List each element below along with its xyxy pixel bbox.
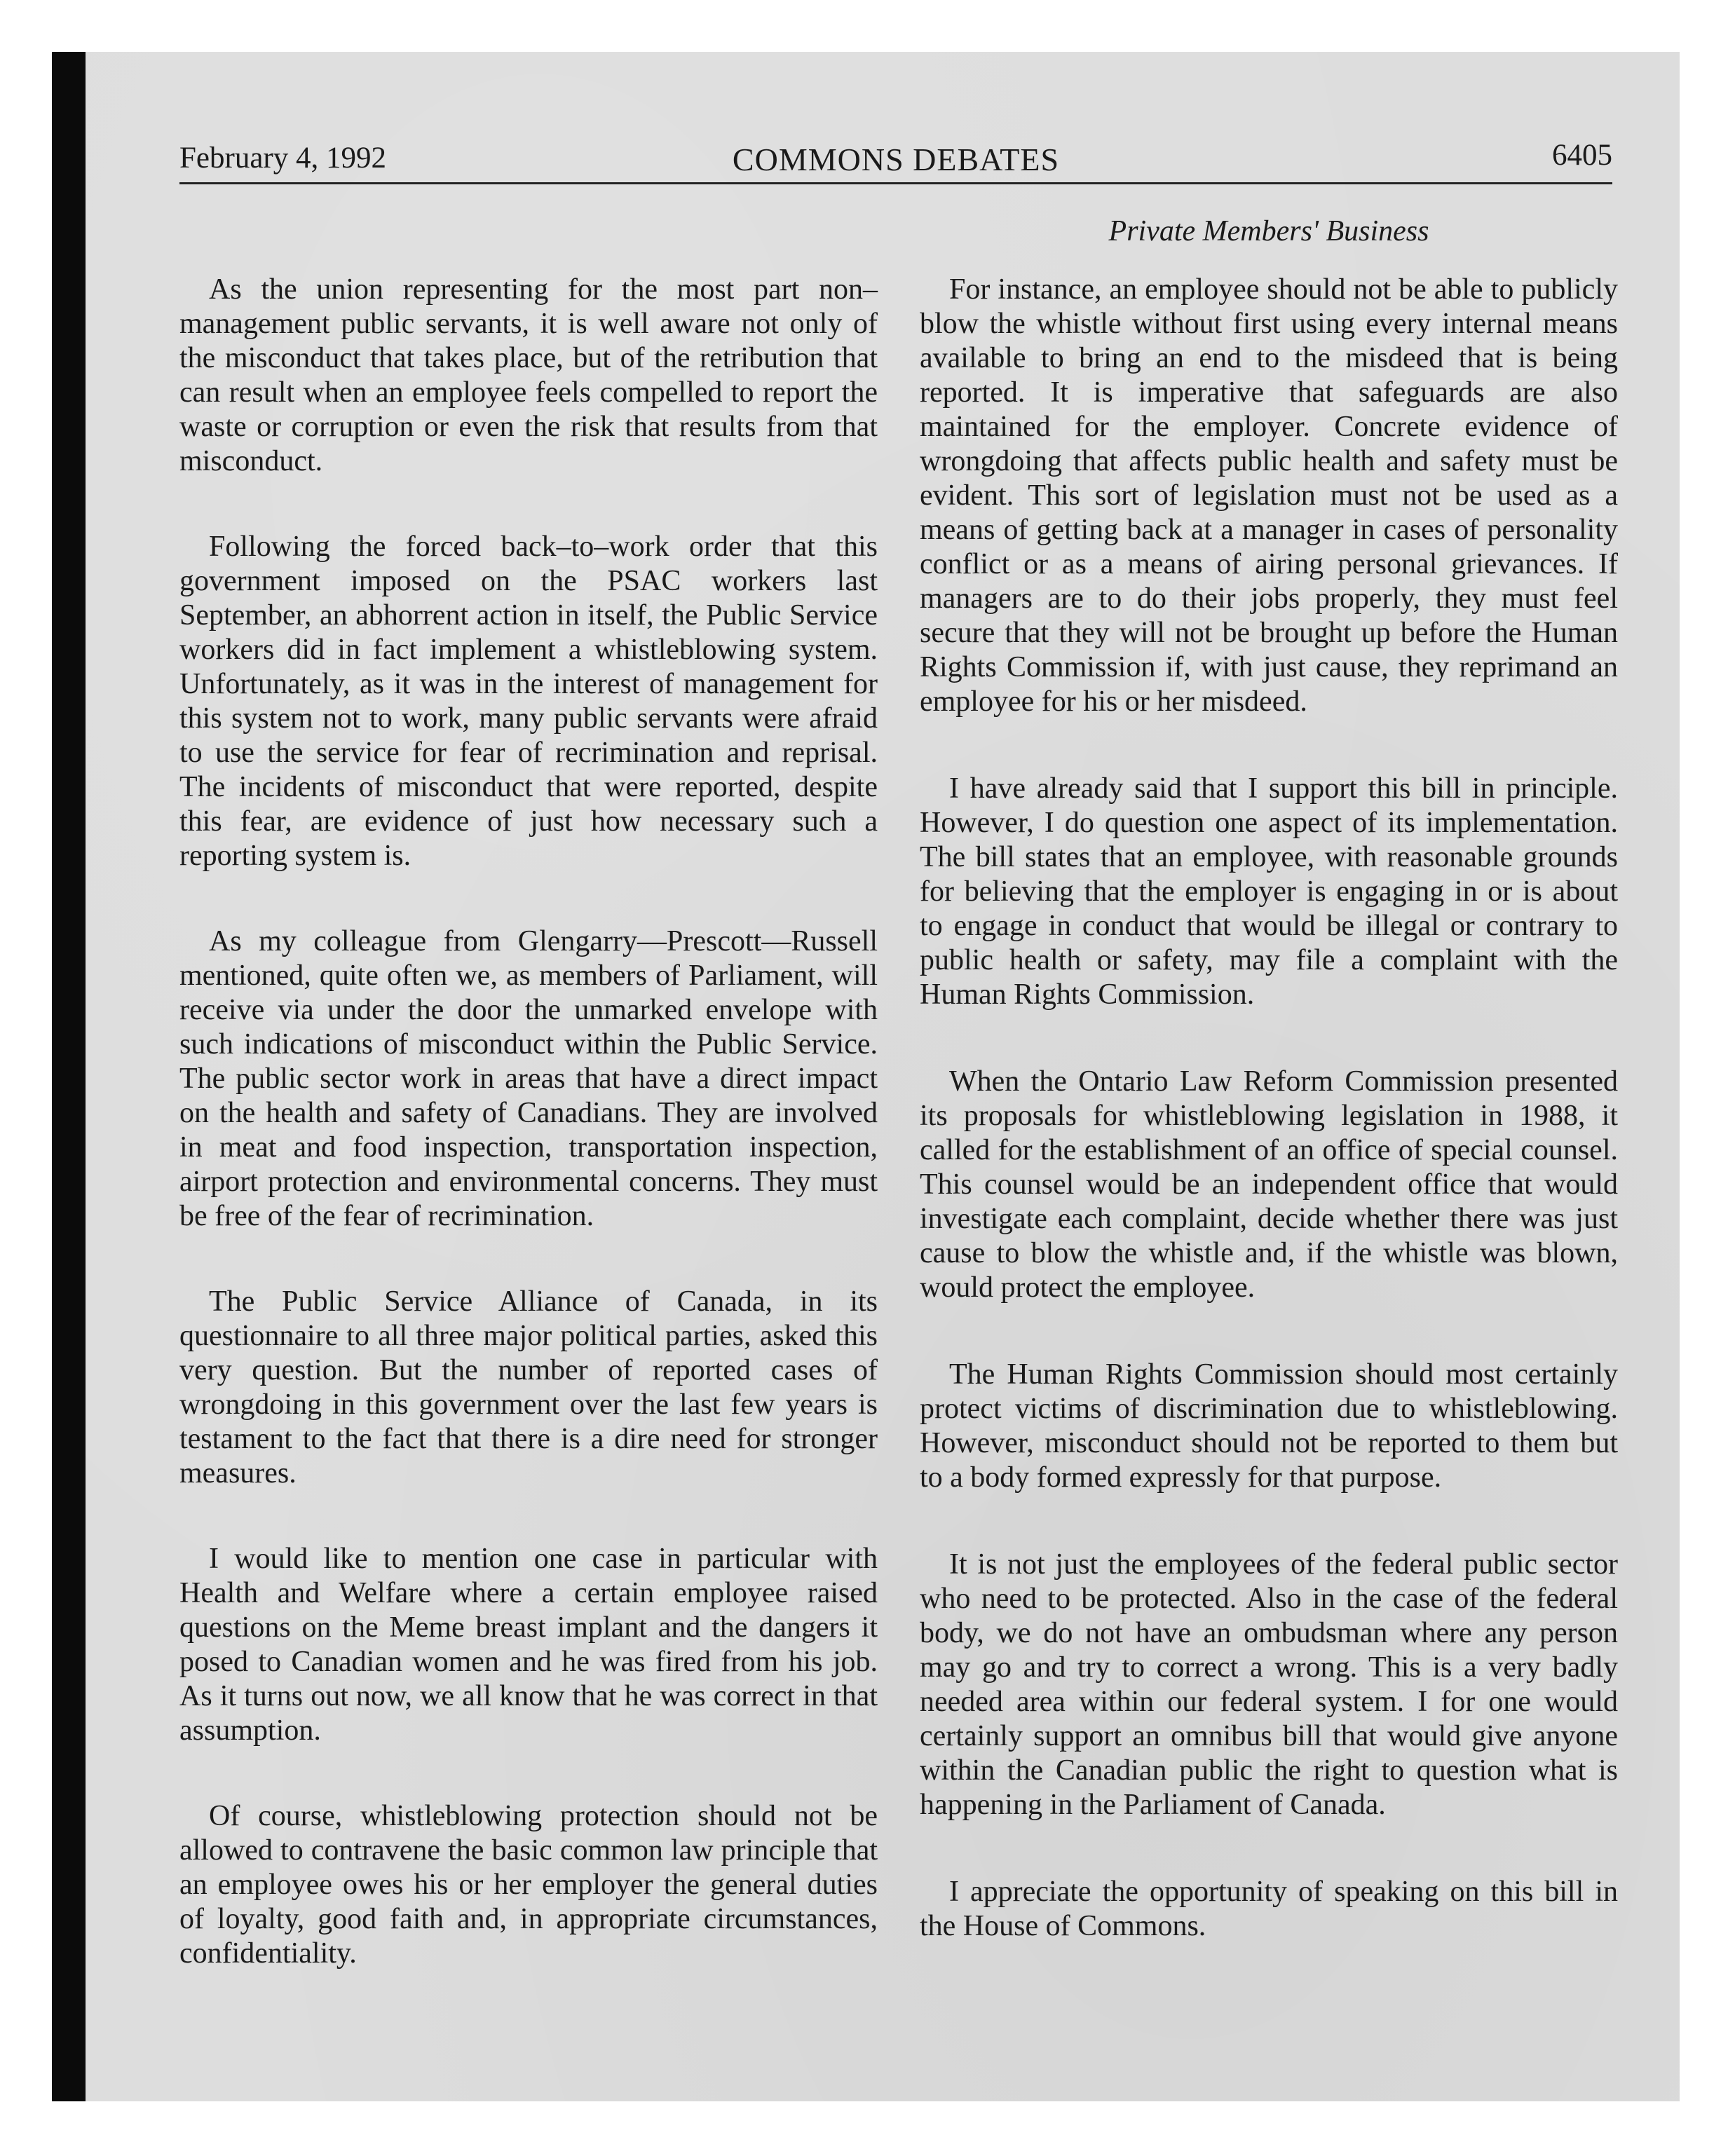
paragraph: When the Ontario Law Reform Commission presented its proposals for whistleblowing legislation in 1988, it called for the establishment of an office of special counsel. This counsel would be an independent office that would investigate each complaint, decide whether there was just cause to blow the whistle and, if the whistle was blown, would protect the employee. xyxy=(920,1065,1618,1304)
paragraph: Following the forced back–to–work order that this government imposed on the PSAC workers last September, an abhorrent action in itself, the Public Service workers did in fact implement a whistleblowing system. Unfortunately, as it was in the interest of management for this system not to work, many public servants were afraid to use the service for fear of recrimination and reprisal. The incidents of misconduct that were reported, despite this fear, are evidence of just how necessary such a reporting system is. xyxy=(179,531,878,872)
page-header xyxy=(179,137,1612,184)
right-column xyxy=(920,273,1618,1944)
page-number: 6405 xyxy=(1552,139,1612,172)
scan-binding-edge xyxy=(52,52,86,2101)
paragraph: It is not just the employees of the federal public sector who need to be protected. Also in the case of the federal body, we do not have an ombudsman where any person may go and try to correct a wrong. This is a very badly needed area within our federal system. I for one would certainly support an omnibus bill that would give anyone within the Canadian public the right to question what is happening in the Parliament of Canada. xyxy=(920,1548,1618,1821)
paragraph: I would like to mention one case in particular with Health and Welfare where a certain employee raised questions on the Meme breast implant and the dangers it posed to Canadian women and he was fired from his job. As it turns out now, we all know that he was correct in that assumption. xyxy=(179,1543,878,1747)
paragraph: As my colleague from Glengarry—Prescott—Russell mentioned, quite often we, as members of Parliament, will receive via under the door the unmarked envelope with such indications of misconduct within the Public Service. The public sector work in areas that have a direct impact on the health and safety of Canadians. They are involved in meat and food inspection, transportation inspection, airport protection and environmental concerns. They must be free of the fear of recrimination. xyxy=(179,925,878,1232)
paragraph: I appreciate the opportunity of speaking on this bill in the House of Commons. xyxy=(920,1876,1618,1942)
header-title: COMMONS DEBATES xyxy=(732,142,1060,177)
paragraph: As the union representing for the most part non–management public servants, it is well aware not only of the misconduct that takes place, but of the retribution that can result when an employee feels compelled to report the waste or corruption or even the risk that results from that misconduct. xyxy=(179,273,878,477)
paragraph: The Human Rights Commission should most certainly protect victims of discrimination due to whistleblowing. However, misconduct should not be reported to them but to a body formed expressly for that purpose. xyxy=(920,1358,1618,1494)
header-date: February 4, 1992 xyxy=(179,142,386,175)
paragraph: I have already said that I support this bill in principle. However, I do question one aspect of its implementation. The bill states that an employee, with reasonable grounds for believing that the employer is engaging in or is about to engage in conduct that would be illegal or contrary to public health or safety, may file a complaint with the Human Rights Commission. xyxy=(920,772,1618,1011)
left-column xyxy=(179,273,878,1971)
paragraph: Of course, whistleblowing protection should not be allowed to contravene the basic common law principle that an employee owes his or her employer the general duties of loyalty, good faith and, in appropriate circumstances, confidentiality. xyxy=(179,1800,878,1970)
paragraph: The Public Service Alliance of Canada, in its questionnaire to all three major political parties, asked this very question. But the number of reported cases of wrongdoing in this government over the last few years is testament to the fact that there is a dire need for stronger measures. xyxy=(179,1285,878,1489)
section-label: Private Members' Business xyxy=(1108,215,1429,247)
paragraph: For instance, an employee should not be able to publicly blow the whistle without first using every internal means available to bring an end to the misdeed that is being reported. It is imperative that safeguards are also maintained for the employer. Concrete evidence of wrongdoing that affects public health and safety must be evident. This sort of legislation must not be used as a means of getting back at a manager in cases of personality conflict or as a means of airing personal grievances. If managers are to do their jobs properly, they must feel secure that they will not be brought up before the Human Rights Commission if, with just cause, they reprimand an employee for his or her misdeed. xyxy=(920,273,1618,718)
